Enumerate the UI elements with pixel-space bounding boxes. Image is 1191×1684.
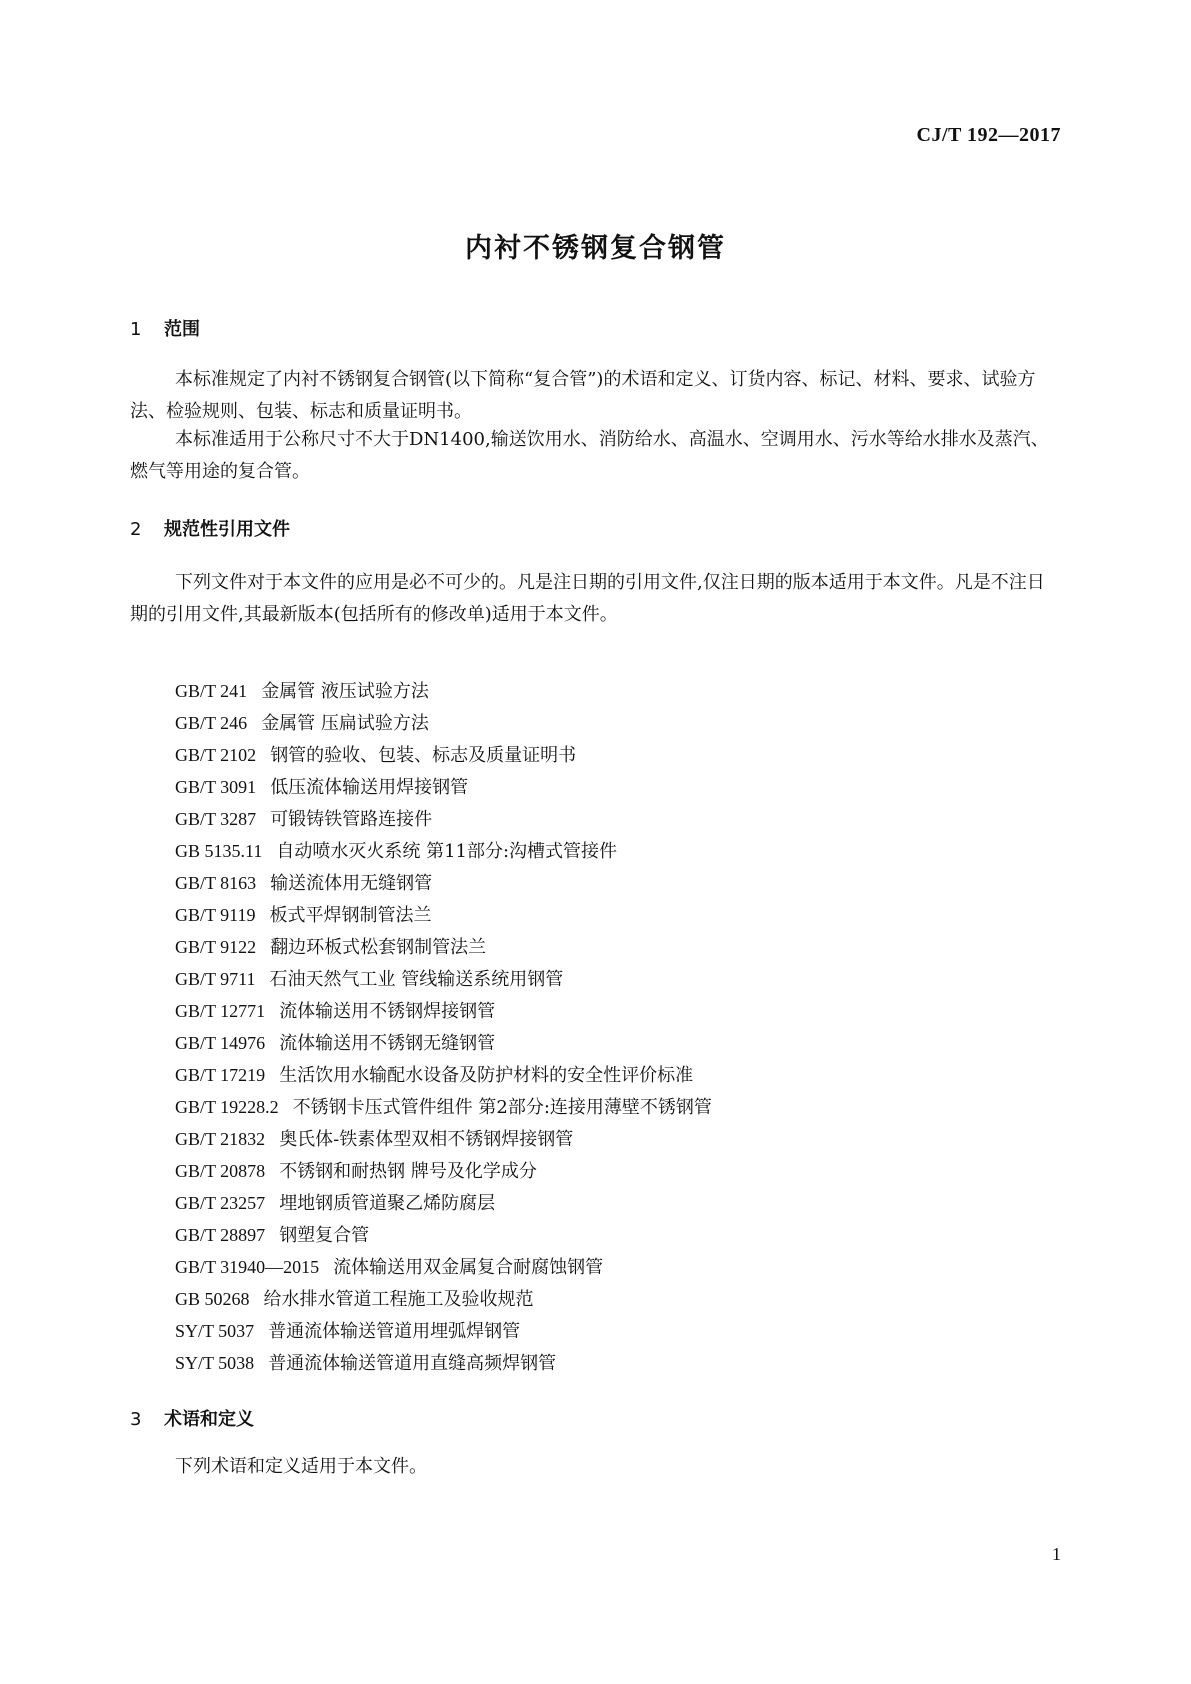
list-item (175, 1155, 712, 1187)
section-number: 2 (130, 519, 142, 540)
reference-code: GB/T 3287 (175, 809, 257, 829)
list-item (175, 1219, 712, 1251)
list-item (175, 771, 712, 803)
reference-code: GB/T 2102 (175, 745, 257, 765)
section-1-heading (130, 315, 200, 341)
reference-title: 可锻铸铁管路连接件 (270, 809, 433, 830)
list-item (175, 1123, 712, 1155)
reference-title: 埋地钢质管道聚乙烯防腐层 (279, 1193, 496, 1214)
reference-code: GB/T 8163 (175, 873, 257, 893)
reference-title: 钢管的验收、包装、标志及质量证明书 (270, 745, 577, 766)
scope-paragraph-1: 本标准规定了内衬不锈钢复合钢管(以下简称“复合管”)的术语和定义、订货内容、标记、材料、要求、试验方法、检验规则、包装、标志和质量证明书。 (130, 369, 1036, 422)
list-item (175, 1059, 712, 1091)
section-number: 3 (130, 1409, 142, 1430)
reference-list (175, 675, 712, 1379)
scope-paragraph-2: 本标准适用于公称尺寸不大于DN1400,输送饮用水、消防给水、高温水、空调用水、污水等给水排水及蒸汽、燃气等用途的复合管。 (130, 429, 1049, 482)
list-item (175, 707, 712, 739)
reference-code: GB/T 9711 (175, 969, 256, 989)
list-item (175, 1283, 712, 1315)
reference-title: 生活饮用水输配水设备及防护材料的安全性评价标准 (279, 1065, 694, 1086)
list-item (175, 931, 712, 963)
reference-title: 输送流体用无缝钢管 (270, 873, 433, 894)
reference-code: GB/T 17219 (175, 1065, 266, 1085)
reference-code: GB/T 9122 (175, 937, 257, 957)
list-item (175, 803, 712, 835)
list-item (175, 995, 712, 1027)
terms-intro: 下列术语和定义适用于本文件。 (175, 1456, 427, 1477)
section-title: 范围 (164, 319, 200, 340)
list-item (175, 899, 712, 931)
reference-code: GB/T 9119 (175, 905, 256, 925)
reference-title: 奥氏体-铁素体型双相不锈钢焊接钢管 (279, 1129, 574, 1150)
section-number: 1 (130, 319, 142, 340)
list-item (175, 675, 712, 707)
reference-title: 金属管 压扁试验方法 (261, 713, 429, 734)
section-2-heading (130, 515, 290, 541)
reference-title: 金属管 液压试验方法 (261, 681, 429, 702)
list-item (175, 835, 712, 867)
reference-title: 板式平焊钢制管法兰 (269, 905, 432, 926)
reference-title: 石油天然气工业 管线输送系统用钢管 (269, 969, 564, 990)
references-intro: 下列文件对于本文件的应用是必不可少的。凡是注日期的引用文件,仅注日期的版本适用于本文件。凡是不注日期的引用文件,其最新版本(包括所有的修改单)适用于本文件。 (130, 572, 1045, 625)
list-item (175, 1187, 712, 1219)
reference-code: GB/T 31940—2015 (175, 1257, 320, 1277)
reference-title: 钢塑复合管 (279, 1225, 370, 1246)
reference-code: GB/T 28897 (175, 1225, 266, 1245)
list-item (175, 739, 712, 771)
document-title: 内衬不锈钢复合钢管 (465, 233, 726, 264)
reference-code: GB 50268 (175, 1289, 250, 1309)
reference-title: 不锈钢和耐热钢 牌号及化学成分 (279, 1161, 537, 1182)
list-item (175, 1251, 712, 1283)
standard-code: CJ/T 192—2017 (916, 124, 1061, 146)
reference-title: 普通流体输送管道用直缝高频焊钢管 (268, 1353, 557, 1374)
reference-code: GB/T 20878 (175, 1161, 266, 1181)
page-number: 1 (1052, 1544, 1061, 1564)
reference-title: 翻边环板式松套钢制管法兰 (270, 937, 487, 958)
section-title: 术语和定义 (164, 1409, 254, 1430)
reference-code: GB/T 14976 (175, 1033, 266, 1053)
section-3-heading (130, 1405, 254, 1431)
reference-title: 普通流体输送管道用埋弧焊钢管 (268, 1321, 521, 1342)
list-item (175, 1027, 712, 1059)
list-item (175, 1091, 712, 1123)
reference-title: 不锈钢卡压式管件组件 第2部分:连接用薄壁不锈钢管 (292, 1097, 712, 1118)
reference-code: GB/T 246 (175, 713, 248, 733)
reference-code: SY/T 5038 (175, 1353, 255, 1373)
list-item (175, 867, 712, 899)
reference-code: GB/T 241 (175, 681, 248, 701)
list-item (175, 963, 712, 995)
reference-code: GB/T 12771 (175, 1001, 266, 1021)
reference-title: 流体输送用双金属复合耐腐蚀钢管 (333, 1257, 604, 1278)
reference-title: 给水排水管道工程施工及验收规范 (263, 1289, 534, 1310)
reference-title: 自动喷水灭火系统 第11部分:沟槽式管接件 (276, 841, 618, 862)
reference-code: GB 5135.11 (175, 841, 263, 861)
reference-code: GB/T 21832 (175, 1129, 266, 1149)
reference-code: GB/T 3091 (175, 777, 257, 797)
list-item (175, 1347, 712, 1379)
list-item (175, 1315, 712, 1347)
reference-code: GB/T 19228.2 (175, 1097, 279, 1117)
section-title: 规范性引用文件 (164, 519, 290, 540)
reference-code: SY/T 5037 (175, 1321, 255, 1341)
reference-code: GB/T 23257 (175, 1193, 266, 1213)
reference-title: 流体输送用不锈钢焊接钢管 (279, 1001, 496, 1022)
reference-title: 流体输送用不锈钢无缝钢管 (279, 1033, 496, 1054)
reference-title: 低压流体输送用焊接钢管 (270, 777, 469, 798)
